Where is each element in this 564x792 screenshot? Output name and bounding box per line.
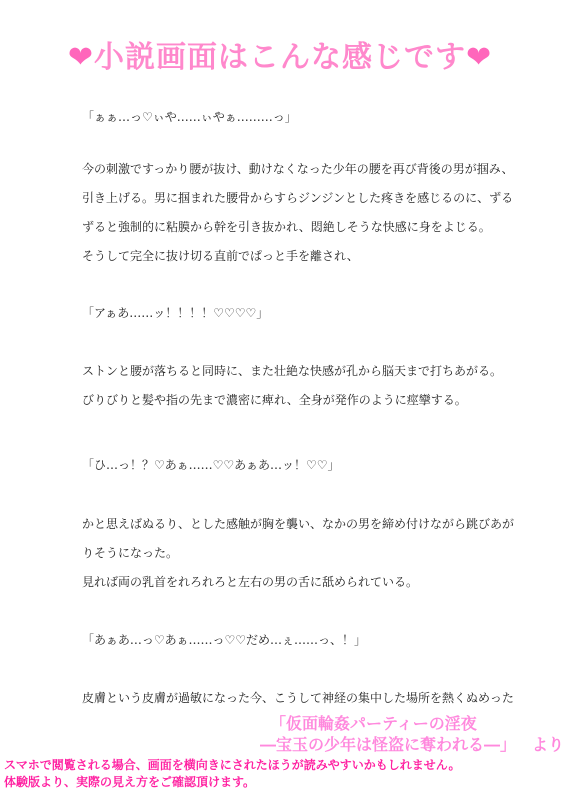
heart-icon: ❤ <box>466 40 493 75</box>
novel-line: 今の刺激ですっかり腰が抜け、動けなくなった少年の腰を再び背後の男が掴み、 <box>82 162 514 176</box>
novel-line: 「アぁあ……ッ！！！！♡♡♡♡」 <box>82 306 269 320</box>
novel-line: 引き上げる。男に掴まれた腰骨からすらジンジンとした疼きを感じるのに、ずる <box>82 191 514 205</box>
novel-line: ずると強制的に粘膜から幹を引き抜かれ、悶絶しそうな快感に身をよじる。 <box>82 220 491 234</box>
novel-line: 「あぁあ…っ♡あぁ……っ♡♡だめ…ぇ……っ、！」 <box>82 633 367 647</box>
novel-line: そうして完全に抜け切る直前でぱっと手を離され、 <box>82 249 359 263</box>
heart-icon: ❤ <box>67 40 94 75</box>
novel-line: 「ひ…っ！？♡あぁ……♡♡あぁあ…ッ！♡♡」 <box>82 458 340 472</box>
source-title-line1: 「仮面輪姦パーティーの淫夜 <box>270 714 477 733</box>
page-heading <box>0 32 560 76</box>
source-title-line2 <box>260 732 564 755</box>
heading-text: 小説画面はこんな感じです <box>94 40 466 75</box>
source-suffix: より <box>532 735 564 754</box>
novel-line: 「ぁぁ…っ♡ぃや……ぃやぁ………っ」 <box>82 110 297 124</box>
novel-line: りそうになった。 <box>82 546 179 560</box>
novel-line: かと思えばぬるり、とした感触が胸を襲い、なかの男を締め付けながら跳びあが <box>82 517 515 531</box>
source-title-subtitle: ―宝玉の少年は怪盗に奪われる―」 <box>260 735 517 754</box>
footer-note-line2: 体験版より、実際の見え方をご確認頂けます。 <box>4 775 256 789</box>
novel-line: びりびりと髪や指の先まで濃密に痺れ、全身が発作のように痙攣する。 <box>82 393 467 407</box>
novel-line: ストンと腰が落ちると同時に、また壮絶な快感が孔から脳天まで打ちあがる。 <box>82 364 503 378</box>
footer-note-line1: スマホで閲覧される場合、画面を横向きにされたほうが読みやすいかもしれません。 <box>4 758 461 772</box>
novel-line: 皮膚という皮膚が過敏になった今、こうして神経の集中した場所を熱くぬめった <box>82 691 514 705</box>
novel-line: 見れば両の乳首をれろれろと左右の男の舌に舐められている。 <box>82 575 419 589</box>
